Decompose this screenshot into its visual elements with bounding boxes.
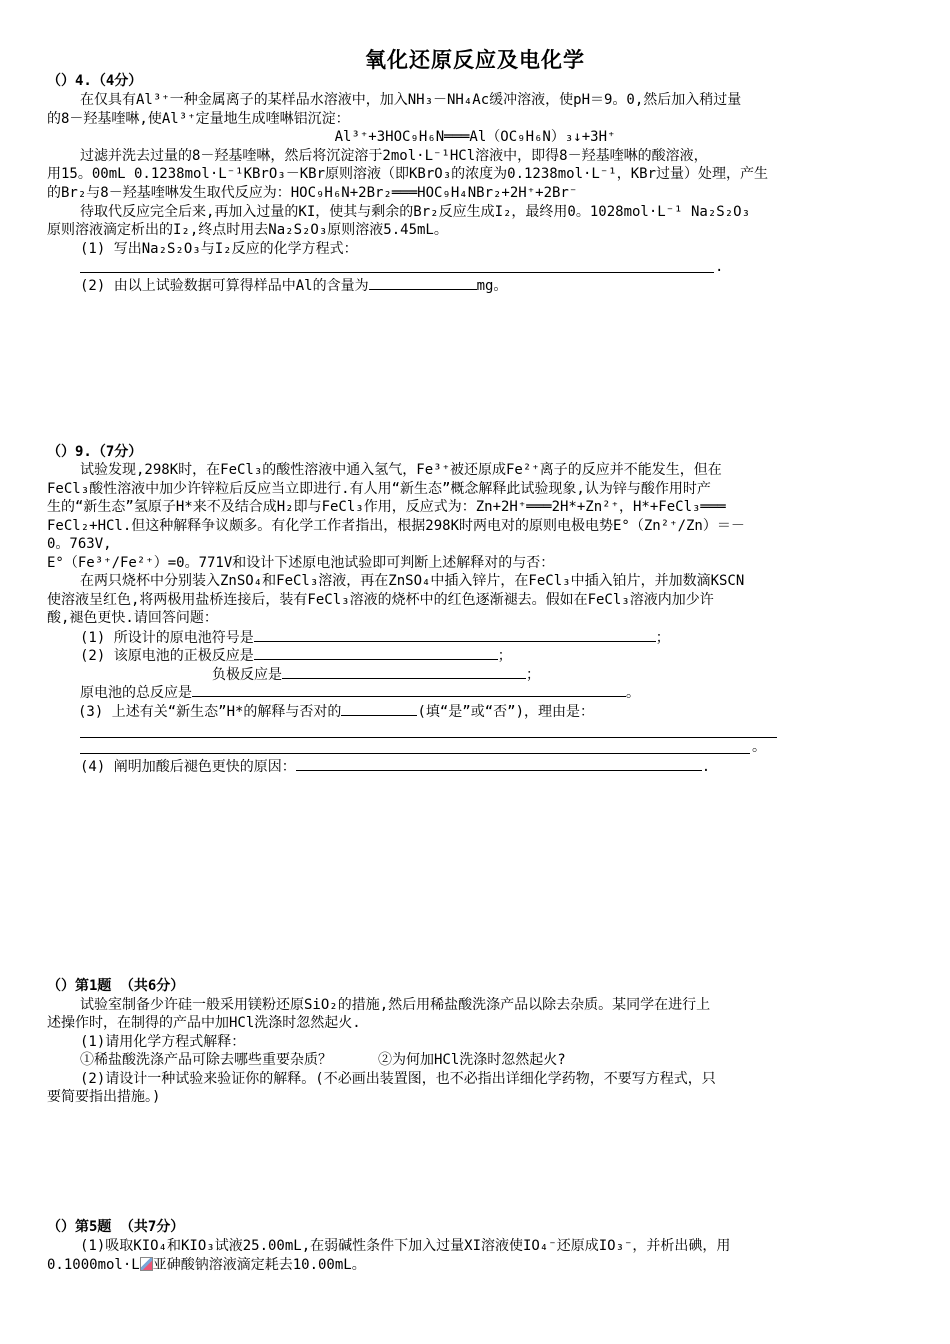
q9-sub-6-text: (4) 阐明加酸后褪色更快的原因： — [80, 759, 296, 775]
q9-acid-reason-blank[interactable] — [296, 757, 702, 771]
q4-sub-2-text: (2) 由以上试验数据可算得样品中Al的含量为 — [80, 278, 369, 294]
q5-line-1: (1)吸取KIO₄和KIO₃试液25.00mL,在弱碱性条件下加入过量XI溶液使IO₄⁻还原成IO₃⁻，并析出碘，用 — [80, 1238, 731, 1254]
q5-line-2a: 0.1000mol·L — [47, 1257, 140, 1273]
q9-reason-line-1[interactable] — [80, 737, 777, 738]
q1-line-3: (1)请用化学方程式解释： — [80, 1034, 246, 1050]
q1-header: （）第1题 （共6分） — [47, 978, 185, 994]
q9-sub-2-semi: ； — [497, 648, 512, 664]
q1-line-4b: ②为何加HCl洗涤时忽然起火? — [378, 1052, 566, 1068]
q9-line-7: 在两只烧杯中分别装入ZnSO₄和FeCl₃溶液，再在ZnSO₄中插入锌片，在FeCl₃中插入铂片，并加数滴KSCN — [80, 573, 745, 589]
q9-yes-no-blank[interactable] — [341, 702, 417, 716]
q1-line-4 — [80, 1051, 940, 1069]
q4-line-2: 的8－羟基喹啉,使Al³⁺定量地生成喹啉铝沉淀： — [47, 111, 350, 127]
q4-sub-2-unit: mg。 — [476, 278, 508, 294]
q1-line-5: (2)请设计一种试验来验证你的解释。(不必画出装置图，也不必指出详细化学药物，不要写方程式，只 — [80, 1071, 716, 1087]
q4-line-7: 原则溶液滴定析出的I₂,终点时用去Na₂S₂O₃原则溶液5.45mL。 — [47, 222, 448, 238]
q9-sub-5 — [78, 702, 938, 720]
q9-sub-2 — [80, 646, 940, 664]
q4-line-1: 在仅具有Al³⁺一种金属离子的某样品水溶液中，加入NH₃－NH₄Ac缓冲溶液，使pH＝9。0,然后加入稍过量 — [80, 92, 742, 108]
q9-overall-reaction-blank[interactable] — [192, 683, 626, 697]
broken-image-icon — [140, 1257, 153, 1271]
q4-line-4: 用15。00mL 0.1238mol·L⁻¹KBrO₃－KBr原则溶液（即KBrO₃的浓度为0.1238mol·L⁻¹，KBr过量）处理，产生 — [47, 166, 769, 182]
q4-line-6: 待取代反应完全后来,再加入过量的KI，使其与剩余的Br₂反应生成I₂，最终用0。1028mol·L⁻¹ Na₂S₂O₃ — [80, 204, 751, 220]
q9-reason-end: 。 — [752, 739, 766, 755]
q4-line-5: 的Br₂与8－羟基喹啉发生取代反应为：HOC₉H₆N+2Br₂═══HOC₉H₄NBr₂+2H⁺+2Br⁻ — [47, 185, 578, 201]
q9-sub-1 — [80, 628, 940, 646]
q9-line-5: 0。763V, — [47, 536, 112, 552]
q9-sub-1-text: (1) 所设计的原电池符号是 — [80, 630, 254, 646]
q4-answer-end: . — [715, 259, 724, 275]
q9-line-1: 试验发现,298K时，在FeCl₃的酸性溶液中通入氢气，Fe³⁺被还原成Fe²⁺离子的反应并不能发生，但在 — [80, 462, 722, 478]
q9-sub-2-text: (2) 该原电池的正极反应是 — [80, 648, 254, 664]
q4-al-content-blank[interactable] — [369, 276, 477, 290]
q1-line-6: 要简要指出措施。) — [47, 1089, 161, 1105]
q9-sub-1-semi: ； — [655, 630, 670, 646]
q4-answer-line-1[interactable] — [80, 272, 714, 273]
q9-line-2: FeCl₃酸性溶液中加少许锌粒后反应当立即进行.有人用“新生态”概念解释此试验现象,认为锌与酸作用时产 — [47, 481, 711, 497]
q9-sub-6 — [80, 757, 940, 775]
q9-reason-line-2[interactable] — [80, 753, 750, 754]
q1-line-4a: ①稀盐酸洗涤产品可除去哪些重要杂质？ — [80, 1052, 332, 1068]
q9-sub-3-text: 负极反应是 — [212, 667, 282, 683]
q5-line-2 — [47, 1256, 907, 1274]
q4-equation: Al³⁺+3HOC₉H₆N═══Al（OC₉H₆N）₃↓+3H⁺ — [334, 129, 616, 145]
q9-sub-3-semi: ； — [526, 667, 540, 683]
q1-line-1: 试验室制备少许硅一般采用镁粉还原SiO₂的措施,然后用稀盐酸洗涤产品以除去杂质。某同学在进行上 — [80, 997, 711, 1013]
q9-anode-blank[interactable] — [282, 665, 526, 679]
q4-sub-1: (1) 写出Na₂S₂O₃与I₂反应的化学方程式： — [80, 241, 358, 257]
q4-header: （）4.（4分） — [47, 73, 143, 89]
q9-sub-4 — [80, 683, 940, 701]
q9-line-4: FeCl₂+HCl.但这种解释争议颇多。有化学工作者指出，根据298K时两电对的原则电极电势E°（Zn²⁺/Zn）＝－ — [47, 518, 745, 534]
q4-sub-2 — [80, 276, 940, 294]
q9-sub-4-period: 。 — [626, 685, 640, 701]
q9-sub-5-hint: (填“是”或“否”)，理由是： — [417, 704, 595, 720]
q9-header: （）9.（7分） — [47, 444, 143, 460]
q9-line-6: E°（Fe³⁺/Fe²⁺）=0。771V和设计下述原电池试验即可判断上述解释对的与否： — [47, 555, 555, 571]
q9-cathode-blank[interactable] — [254, 646, 498, 660]
q9-line-9: 酸,褪色更快.请回答问题： — [47, 610, 218, 626]
q1-line-2: 述操作时，在制得的产品中加HCl洗涤时忽然起火. — [47, 1015, 361, 1031]
q9-sub-3 — [212, 665, 950, 683]
page-title: 氧化还原反应及电化学 — [365, 48, 585, 72]
q5-line-2b: 亚砷酸钠溶液滴定耗去10.00mL。 — [152, 1257, 366, 1273]
q9-sub-4-text: 原电池的总反应是 — [80, 685, 192, 701]
q9-line-3: 生的“新生态”氢原子H*来不及结合成H₂即与FeCl₃作用，反应式为：Zn+2H⁺═══2H*+Zn²⁺，H*+FeCl₃═══ — [47, 499, 726, 515]
q9-line-8: 使溶液呈红色,将两极用盐桥连接后，装有FeCl₃溶液的烧杯中的红色逐渐褪去。假如在FeCl₃溶液内加少许 — [47, 592, 714, 608]
q9-sub-6-dot: . — [701, 759, 711, 775]
q9-sub-5-text: (3) 上述有关“新生态”H*的解释与否对的 — [78, 704, 342, 720]
q5-header: （）第5题 （共7分） — [47, 1219, 185, 1235]
q4-line-3: 过滤并洗去过量的8－羟基喹啉，然后将沉淀溶于2mol·L⁻¹HCl溶液中，即得8－羟基喹啉的酸溶液， — [80, 148, 708, 164]
q9-cell-notation-blank[interactable] — [254, 628, 656, 642]
